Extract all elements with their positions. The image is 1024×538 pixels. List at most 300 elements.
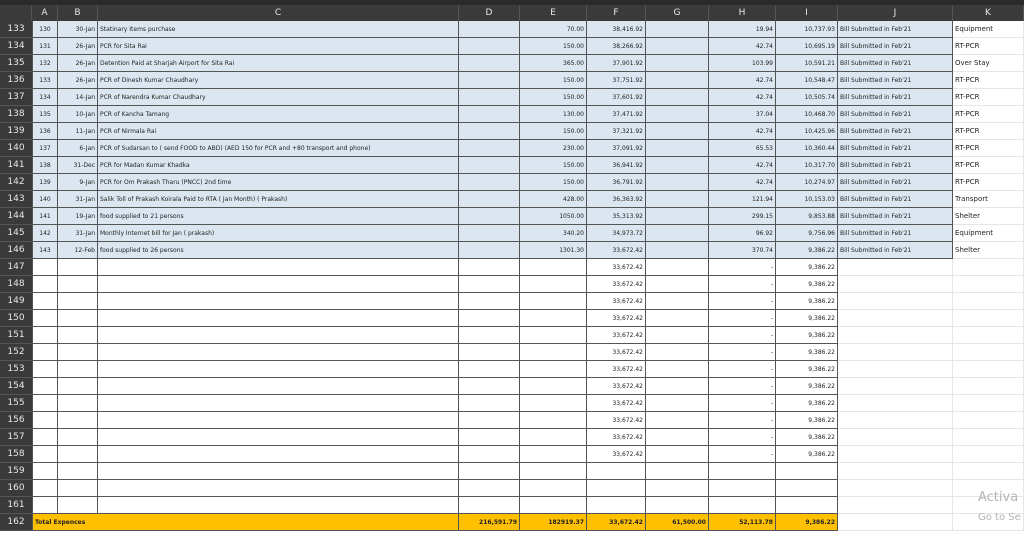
cell-date[interactable]: 12-Feb [58, 242, 98, 259]
column-header-i[interactable]: I [776, 5, 838, 21]
row-number[interactable]: 147 [0, 259, 32, 276]
cell-description[interactable] [98, 259, 459, 276]
cell-h[interactable]: 96.92 [709, 225, 776, 242]
cell-d[interactable] [459, 106, 520, 123]
cell-d[interactable] [459, 157, 520, 174]
cell-category[interactable]: Over Stay [953, 55, 1024, 72]
cell-g[interactable] [646, 55, 709, 72]
cell-i[interactable]: 10,468.70 [776, 106, 838, 123]
row-number[interactable]: 149 [0, 293, 32, 310]
cell-i[interactable]: 9,386.22 [776, 310, 838, 327]
cell-date[interactable] [58, 446, 98, 463]
cell-g[interactable] [646, 123, 709, 140]
cell-h[interactable]: - [709, 310, 776, 327]
cell-amount[interactable]: 1301.30 [520, 242, 587, 259]
cell-i[interactable]: 9,386.22 [776, 378, 838, 395]
cell-h[interactable]: 37.04 [709, 106, 776, 123]
cell-status[interactable]: Bill Submitted in Feb'21 [838, 106, 953, 123]
cell-date[interactable]: 6-Jan [58, 140, 98, 157]
cell-i[interactable]: 10,360.44 [776, 140, 838, 157]
cell-category[interactable] [953, 378, 1024, 395]
cell-date[interactable]: 19-Jan [58, 208, 98, 225]
cell-amount[interactable]: 150.00 [520, 174, 587, 191]
cell-status[interactable]: Bill Submitted in Feb'21 [838, 38, 953, 55]
cell-i[interactable]: 10,505.74 [776, 89, 838, 106]
row-number[interactable]: 143 [0, 191, 32, 208]
cell-category[interactable]: Transport [953, 191, 1024, 208]
cell-date[interactable] [58, 310, 98, 327]
cell-description[interactable]: food supplied to 26 persons [98, 242, 459, 259]
cell-balance[interactable]: 37,751.92 [587, 72, 646, 89]
cell-date[interactable] [58, 344, 98, 361]
cell-g[interactable] [646, 412, 709, 429]
cell-amount[interactable]: 230.00 [520, 140, 587, 157]
cell-date[interactable]: 9-Jan [58, 174, 98, 191]
cell-i[interactable]: 10,737.93 [776, 21, 838, 38]
cell-balance[interactable]: 37,601.92 [587, 89, 646, 106]
cell-category[interactable]: Shelter [953, 242, 1024, 259]
cell-amount[interactable] [520, 497, 587, 514]
cell-balance[interactable]: 33,672.42 [587, 276, 646, 293]
cell-amount[interactable] [520, 429, 587, 446]
cell-balance[interactable]: 33,672.42 [587, 361, 646, 378]
cell-status[interactable]: Bill Submitted in Feb'21 [838, 242, 953, 259]
cell-d[interactable] [459, 344, 520, 361]
cell-description[interactable]: PCR for Madan Kumar Khadka [98, 157, 459, 174]
row-number[interactable]: 146 [0, 242, 32, 259]
cell-d[interactable] [459, 140, 520, 157]
cell-description[interactable] [98, 480, 459, 497]
cell-i[interactable]: 10,153.03 [776, 191, 838, 208]
row-number[interactable]: 162 [0, 514, 32, 531]
cell-date[interactable] [58, 480, 98, 497]
cell-balance[interactable]: 33,672.42 [587, 412, 646, 429]
cell-amount[interactable]: 150.00 [520, 89, 587, 106]
cell-amount[interactable] [520, 446, 587, 463]
cell-category[interactable] [953, 259, 1024, 276]
cell-serial[interactable]: 132 [32, 55, 58, 72]
cell-i[interactable] [776, 480, 838, 497]
cell-description[interactable] [98, 310, 459, 327]
cell-status[interactable]: Bill Submitted in Feb'21 [838, 225, 953, 242]
cell-d[interactable] [459, 225, 520, 242]
cell-serial[interactable] [32, 259, 58, 276]
cell-amount[interactable]: 70.00 [520, 21, 587, 38]
cell-status[interactable] [838, 327, 953, 344]
cell-amount[interactable] [520, 276, 587, 293]
cell-serial[interactable] [32, 327, 58, 344]
cell-description[interactable] [98, 344, 459, 361]
cell-amount[interactable] [520, 412, 587, 429]
cell-serial[interactable]: 138 [32, 157, 58, 174]
row-number[interactable]: 154 [0, 378, 32, 395]
cell-status[interactable]: Bill Submitted in Feb'21 [838, 174, 953, 191]
cell-category[interactable] [953, 429, 1024, 446]
column-header-k[interactable]: K [953, 5, 1024, 21]
cell-amount[interactable]: 340.20 [520, 225, 587, 242]
cell-d[interactable] [459, 429, 520, 446]
column-header-a[interactable]: A [32, 5, 58, 21]
cell-description[interactable]: PCR of Narendra Kumar Chaudhary [98, 89, 459, 106]
column-header-h[interactable]: H [709, 5, 776, 21]
cell-g[interactable] [646, 157, 709, 174]
cell-description[interactable] [98, 395, 459, 412]
cell-serial[interactable] [32, 446, 58, 463]
cell-serial[interactable] [32, 497, 58, 514]
cell-g[interactable] [646, 344, 709, 361]
cell-amount[interactable]: 1050.00 [520, 208, 587, 225]
cell-description[interactable] [98, 429, 459, 446]
cell-serial[interactable] [32, 293, 58, 310]
cell-status[interactable]: Bill Submitted in Feb'21 [838, 72, 953, 89]
cell-i[interactable]: 9,386.22 [776, 259, 838, 276]
cell-serial[interactable] [32, 276, 58, 293]
cell-g[interactable] [646, 293, 709, 310]
cell-status[interactable] [838, 259, 953, 276]
cell-h[interactable]: - [709, 395, 776, 412]
cell-balance[interactable] [587, 497, 646, 514]
cell-category[interactable]: RT-PCR [953, 157, 1024, 174]
cell-h[interactable]: - [709, 429, 776, 446]
cell-h[interactable]: 299.15 [709, 208, 776, 225]
cell-description[interactable]: PCR for Sita Rai [98, 38, 459, 55]
cell-amount[interactable] [520, 361, 587, 378]
cell-i[interactable]: 9,756.96 [776, 225, 838, 242]
cell-amount[interactable]: 150.00 [520, 72, 587, 89]
cell-g[interactable] [646, 21, 709, 38]
cell-balance[interactable]: 33,672.42 [587, 344, 646, 361]
cell-h[interactable]: 121.94 [709, 191, 776, 208]
cell-date[interactable]: 31-Jan [58, 225, 98, 242]
cell-category[interactable] [953, 327, 1024, 344]
cell-serial[interactable] [32, 412, 58, 429]
row-number[interactable]: 160 [0, 480, 32, 497]
cell-i[interactable]: 9,853.88 [776, 208, 838, 225]
column-header-f[interactable]: F [587, 5, 646, 21]
cell-g[interactable] [646, 378, 709, 395]
cell-g[interactable] [646, 480, 709, 497]
cell-date[interactable]: 30-Jan [58, 21, 98, 38]
cell-h[interactable]: 42.74 [709, 72, 776, 89]
cell-g[interactable] [646, 174, 709, 191]
cell-balance[interactable]: 37,471.92 [587, 106, 646, 123]
row-number[interactable]: 151 [0, 327, 32, 344]
cell-g[interactable] [646, 208, 709, 225]
cell-balance[interactable]: 33,672.42 [587, 310, 646, 327]
cell-description[interactable] [98, 327, 459, 344]
cell-date[interactable] [58, 395, 98, 412]
cell-date[interactable]: 26-Jan [58, 72, 98, 89]
cell-h[interactable] [709, 463, 776, 480]
cell-description[interactable] [98, 276, 459, 293]
cell-serial[interactable]: 143 [32, 242, 58, 259]
cell-serial[interactable]: 140 [32, 191, 58, 208]
cell-d[interactable] [459, 38, 520, 55]
cell-g[interactable] [646, 259, 709, 276]
column-header-e[interactable]: E [520, 5, 587, 21]
cell-g[interactable] [646, 276, 709, 293]
cell-amount[interactable] [520, 259, 587, 276]
cell-balance[interactable]: 38,266.92 [587, 38, 646, 55]
row-number[interactable]: 141 [0, 157, 32, 174]
cell-h[interactable]: - [709, 361, 776, 378]
cell-serial[interactable]: 141 [32, 208, 58, 225]
cell-date[interactable] [58, 293, 98, 310]
cell-date[interactable]: 10-Jan [58, 106, 98, 123]
cell-d[interactable] [459, 310, 520, 327]
cell-g[interactable] [646, 38, 709, 55]
cell-status[interactable] [838, 293, 953, 310]
cell-h[interactable] [709, 480, 776, 497]
total-i[interactable]: 9,386.22 [776, 514, 838, 531]
cell-d[interactable] [459, 21, 520, 38]
cell-h[interactable]: 19.94 [709, 21, 776, 38]
cell-category[interactable]: RT-PCR [953, 106, 1024, 123]
row-number[interactable]: 133 [0, 21, 32, 38]
cell-serial[interactable]: 137 [32, 140, 58, 157]
cell-description[interactable]: Monthly Internet bill for Jan ( prakash) [98, 225, 459, 242]
cell-g[interactable] [646, 310, 709, 327]
cell-description[interactable] [98, 378, 459, 395]
cell-description[interactable] [98, 361, 459, 378]
cell-d[interactable] [459, 72, 520, 89]
cell-d[interactable] [459, 276, 520, 293]
cell-i[interactable]: 9,386.22 [776, 361, 838, 378]
cell-i[interactable]: 10,591.21 [776, 55, 838, 72]
cell-status[interactable] [838, 395, 953, 412]
cell-description[interactable] [98, 497, 459, 514]
cell-serial[interactable]: 142 [32, 225, 58, 242]
cell-i[interactable] [776, 463, 838, 480]
cell-h[interactable] [709, 497, 776, 514]
cell-h[interactable]: - [709, 293, 776, 310]
cell-serial[interactable] [32, 480, 58, 497]
row-number[interactable]: 155 [0, 395, 32, 412]
cell-serial[interactable]: 135 [32, 106, 58, 123]
cell-category[interactable]: RT-PCR [953, 140, 1024, 157]
cell-i[interactable]: 10,317.70 [776, 157, 838, 174]
cell-serial[interactable]: 139 [32, 174, 58, 191]
cell-i[interactable]: 9,386.22 [776, 327, 838, 344]
cell-d[interactable] [459, 378, 520, 395]
cell-serial[interactable] [32, 361, 58, 378]
cell-date[interactable]: 11-Jan [58, 123, 98, 140]
total-g[interactable]: 61,500.00 [646, 514, 709, 531]
column-header-d[interactable]: D [459, 5, 520, 21]
cell-status[interactable] [838, 344, 953, 361]
cell-d[interactable] [459, 395, 520, 412]
cell-category[interactable] [953, 361, 1024, 378]
cell-amount[interactable]: 365.00 [520, 55, 587, 72]
cell-balance[interactable]: 35,313.92 [587, 208, 646, 225]
cell-status[interactable]: Bill Submitted in Feb'21 [838, 123, 953, 140]
cell-i[interactable]: 9,386.22 [776, 395, 838, 412]
cell-description[interactable]: PCR of Dinesh Kumar Chaudhary [98, 72, 459, 89]
total-f[interactable]: 33,672.42 [587, 514, 646, 531]
cell-description[interactable]: PCR for Om Prakash Tharu (PNCC) 2nd time [98, 174, 459, 191]
cell-balance[interactable]: 33,672.42 [587, 293, 646, 310]
cell-date[interactable] [58, 361, 98, 378]
row-number[interactable]: 152 [0, 344, 32, 361]
cell-status[interactable]: Bill Submitted in Feb'21 [838, 55, 953, 72]
cell-i[interactable]: 10,695.19 [776, 38, 838, 55]
row-number[interactable]: 136 [0, 72, 32, 89]
cell-g[interactable] [646, 497, 709, 514]
cell-balance[interactable]: 33,672.42 [587, 327, 646, 344]
cell-i[interactable]: 9,386.22 [776, 242, 838, 259]
cell-d[interactable] [459, 55, 520, 72]
cell-serial[interactable] [32, 395, 58, 412]
cell-balance[interactable]: 37,321.92 [587, 123, 646, 140]
row-number[interactable]: 150 [0, 310, 32, 327]
cell-description[interactable] [98, 446, 459, 463]
cell-balance[interactable]: 36,941.92 [587, 157, 646, 174]
cell-serial[interactable]: 131 [32, 38, 58, 55]
row-number[interactable]: 161 [0, 497, 32, 514]
row-number[interactable]: 138 [0, 106, 32, 123]
cell-i[interactable]: 9,386.22 [776, 429, 838, 446]
cell-g[interactable] [646, 106, 709, 123]
cell-category[interactable] [953, 276, 1024, 293]
cell-date[interactable] [58, 276, 98, 293]
select-all-corner[interactable] [0, 5, 32, 21]
row-number[interactable]: 148 [0, 276, 32, 293]
cell-g[interactable] [646, 140, 709, 157]
cell-serial[interactable] [32, 310, 58, 327]
cell-d[interactable] [459, 463, 520, 480]
cell-status[interactable] [838, 514, 953, 531]
total-d[interactable]: 216,591.79 [459, 514, 520, 531]
row-number[interactable]: 158 [0, 446, 32, 463]
cell-balance[interactable]: 33,672.42 [587, 429, 646, 446]
cell-d[interactable] [459, 361, 520, 378]
cell-balance[interactable]: 33,672.42 [587, 242, 646, 259]
cell-amount[interactable] [520, 310, 587, 327]
cell-status[interactable]: Bill Submitted in Feb'21 [838, 157, 953, 174]
column-header-j[interactable]: J [838, 5, 953, 21]
cell-d[interactable] [459, 497, 520, 514]
cell-category[interactable]: RT-PCR [953, 72, 1024, 89]
cell-d[interactable] [459, 242, 520, 259]
cell-status[interactable] [838, 480, 953, 497]
cell-h[interactable]: 42.74 [709, 174, 776, 191]
cell-h[interactable]: 103.99 [709, 55, 776, 72]
cell-i[interactable] [776, 497, 838, 514]
cell-i[interactable]: 10,274.97 [776, 174, 838, 191]
row-number[interactable]: 144 [0, 208, 32, 225]
cell-balance[interactable]: 34,973.72 [587, 225, 646, 242]
cell-status[interactable] [838, 497, 953, 514]
cell-i[interactable]: 10,425.96 [776, 123, 838, 140]
cell-d[interactable] [459, 89, 520, 106]
cell-balance[interactable]: 38,416.92 [587, 21, 646, 38]
cell-category[interactable] [953, 412, 1024, 429]
row-number[interactable]: 135 [0, 55, 32, 72]
row-number[interactable]: 157 [0, 429, 32, 446]
column-header-b[interactable]: B [58, 5, 98, 21]
cell-category[interactable]: RT-PCR [953, 123, 1024, 140]
cell-description[interactable]: Detention Paid at Sharjah Airport for Sita Rai [98, 55, 459, 72]
total-h[interactable]: 52,113.78 [709, 514, 776, 531]
row-number[interactable]: 142 [0, 174, 32, 191]
row-number[interactable]: 140 [0, 140, 32, 157]
cell-description[interactable]: Statinary Items purchase [98, 21, 459, 38]
cell-g[interactable] [646, 463, 709, 480]
cell-balance[interactable]: 37,901.92 [587, 55, 646, 72]
cell-status[interactable]: Bill Submitted in Feb'21 [838, 21, 953, 38]
cell-i[interactable]: 9,386.22 [776, 276, 838, 293]
cell-status[interactable] [838, 463, 953, 480]
cell-amount[interactable] [520, 395, 587, 412]
cell-category[interactable]: RT-PCR [953, 89, 1024, 106]
cell-date[interactable]: 26-Jan [58, 38, 98, 55]
cell-amount[interactable]: 150.00 [520, 38, 587, 55]
cell-date[interactable] [58, 259, 98, 276]
cell-amount[interactable] [520, 463, 587, 480]
cell-date[interactable]: 26-Jan [58, 55, 98, 72]
cell-h[interactable]: 65.53 [709, 140, 776, 157]
cell-category[interactable] [953, 310, 1024, 327]
row-number[interactable]: 137 [0, 89, 32, 106]
cell-status[interactable] [838, 378, 953, 395]
cell-status[interactable]: Bill Submitted in Feb'21 [838, 89, 953, 106]
cell-date[interactable] [58, 412, 98, 429]
cell-category[interactable]: Shelter [953, 208, 1024, 225]
cell-amount[interactable]: 150.00 [520, 123, 587, 140]
cell-i[interactable]: 9,386.22 [776, 412, 838, 429]
total-e[interactable]: 182919.37 [520, 514, 587, 531]
cell-date[interactable] [58, 429, 98, 446]
cell-description[interactable]: PCR of Sudarsan to ( send FOOD to ABD) (AED 150 for PCR and +80 transport and phone) [98, 140, 459, 157]
column-header-c[interactable]: C [98, 5, 459, 21]
cell-serial[interactable]: 134 [32, 89, 58, 106]
cell-balance[interactable]: 36,363.92 [587, 191, 646, 208]
cell-amount[interactable]: 428.00 [520, 191, 587, 208]
cell-serial[interactable] [32, 344, 58, 361]
cell-amount[interactable] [520, 480, 587, 497]
row-number[interactable]: 153 [0, 361, 32, 378]
cell-description[interactable]: food supplied to 21 persons [98, 208, 459, 225]
cell-balance[interactable]: 33,672.42 [587, 378, 646, 395]
cell-i[interactable]: 10,548.47 [776, 72, 838, 89]
cell-amount[interactable]: 150.00 [520, 157, 587, 174]
cell-g[interactable] [646, 429, 709, 446]
cell-balance[interactable]: 37,091.92 [587, 140, 646, 157]
cell-balance[interactable]: 36,791.92 [587, 174, 646, 191]
cell-h[interactable]: - [709, 412, 776, 429]
cell-d[interactable] [459, 446, 520, 463]
cell-g[interactable] [646, 242, 709, 259]
cell-d[interactable] [459, 174, 520, 191]
cell-category[interactable]: Equipment [953, 225, 1024, 242]
cell-amount[interactable] [520, 344, 587, 361]
cell-description[interactable]: PCR of Kancha Tamang [98, 106, 459, 123]
cell-status[interactable]: Bill Submitted in Feb'21 [838, 191, 953, 208]
cell-description[interactable] [98, 412, 459, 429]
cell-date[interactable]: 14-Jan [58, 89, 98, 106]
row-number[interactable]: 139 [0, 123, 32, 140]
cell-h[interactable]: 42.74 [709, 123, 776, 140]
cell-category[interactable]: Equipment [953, 21, 1024, 38]
cell-g[interactable] [646, 446, 709, 463]
cell-amount[interactable]: 130.00 [520, 106, 587, 123]
cell-h[interactable]: 42.74 [709, 89, 776, 106]
column-header-g[interactable]: G [646, 5, 709, 21]
cell-d[interactable] [459, 412, 520, 429]
row-number[interactable]: 145 [0, 225, 32, 242]
cell-category[interactable] [953, 344, 1024, 361]
row-number[interactable]: 159 [0, 463, 32, 480]
